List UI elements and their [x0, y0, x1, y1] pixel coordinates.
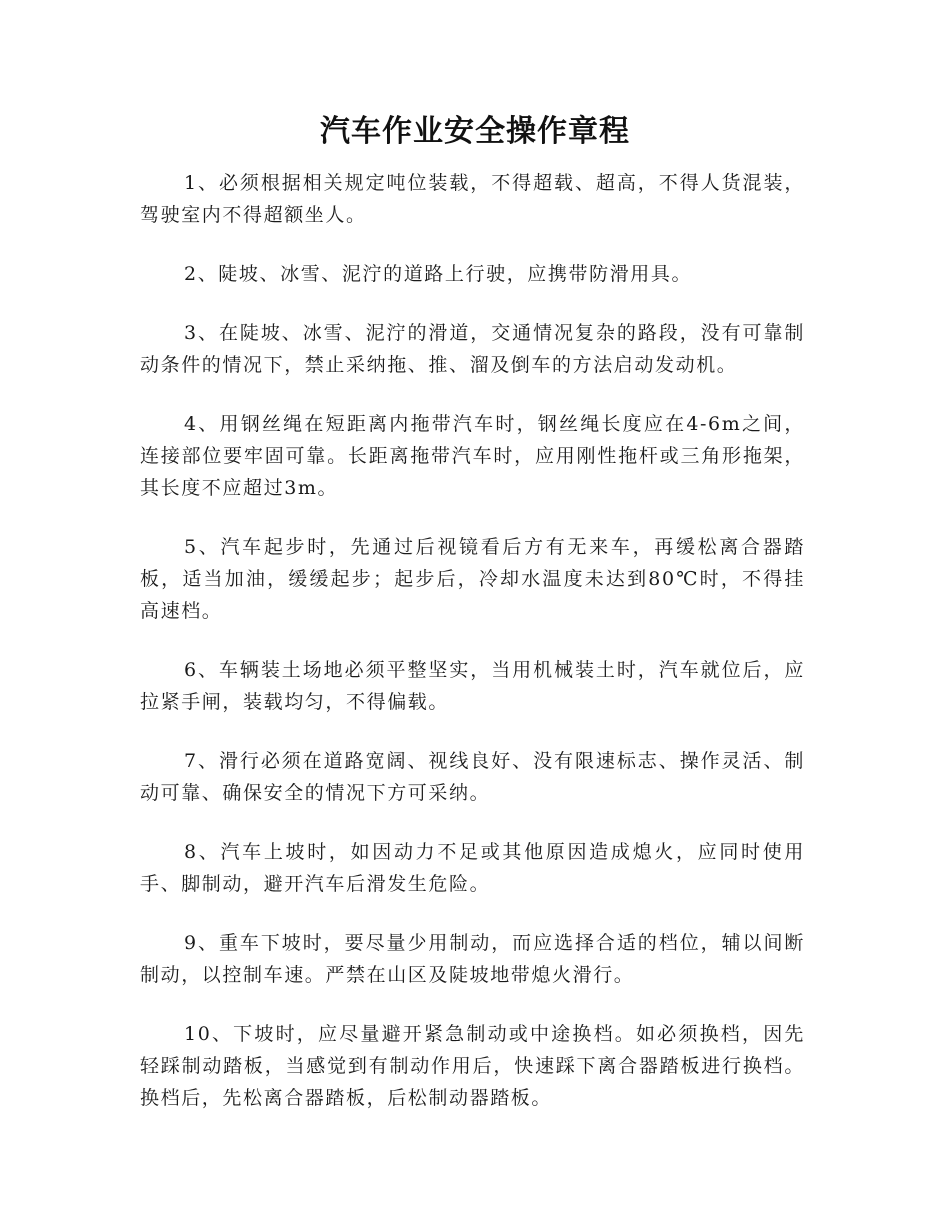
paragraph-8: 8、汽车上坡时，如因动力不足或其他原因造成熄火，应同时使用手、脚制动，避开汽车后滑发生危险。 [140, 841, 805, 895]
paragraph-5: 5、汽车起步时，先通过后视镜看后方有无来车，再缓松离合器踏板，适当加油，缓缓起步；起步后，冷却水温度未达到80℃时，不得挂高速档。 [140, 536, 805, 622]
paragraph-4: 4、用钢丝绳在短距离内拖带汽车时，钢丝绳长度应在4-6m之间，连接部位要牢固可靠。长距离拖带汽车时，应用刚性拖杆或三角形拖架，其长度不应超过3m。 [140, 413, 805, 499]
paragraph-6: 6、车辆装土场地必须平整坚实，当用机械装土时，汽车就位后，应拉紧手闸，装载均匀，不得偏载。 [140, 659, 805, 713]
paragraph-7: 7、滑行必须在道路宽阔、视线良好、没有限速标志、操作灵活、制动可靠、确保安全的情况下方可采纳。 [140, 750, 805, 804]
paragraph-10: 10、下坡时，应尽量避开紧急制动或中途换档。如必须换档，因先轻踩制动踏板，当感觉到有制动作用后，快速踩下离合器踏板进行换档。换档后，先松离合器踏板，后松制动器踏板。 [140, 1023, 805, 1109]
paragraph-2: 2、陡坡、冰雪、泥泞的道路上行驶，应携带防滑用具。 [184, 263, 693, 285]
paragraph-3: 3、在陡坡、冰雪、泥泞的滑道，交通情况复杂的路段，没有可靠制动条件的情况下，禁止采纳拖、推、溜及倒车的方法启动发动机。 [140, 322, 805, 376]
paragraph-1: 1、必须根据相关规定吨位装载，不得超载、超高，不得人货混装，驾驶室内不得超额坐人。 [140, 172, 805, 226]
document-body [140, 167, 805, 1141]
page-title: 汽车作业安全操作章程 [320, 114, 630, 149]
paragraph-9: 9、重车下坡时，要尽量少用制动，而应选择合适的档位，辅以间断制动，以控制车速。严禁在山区及陡坡地带熄火滑行。 [140, 932, 805, 986]
